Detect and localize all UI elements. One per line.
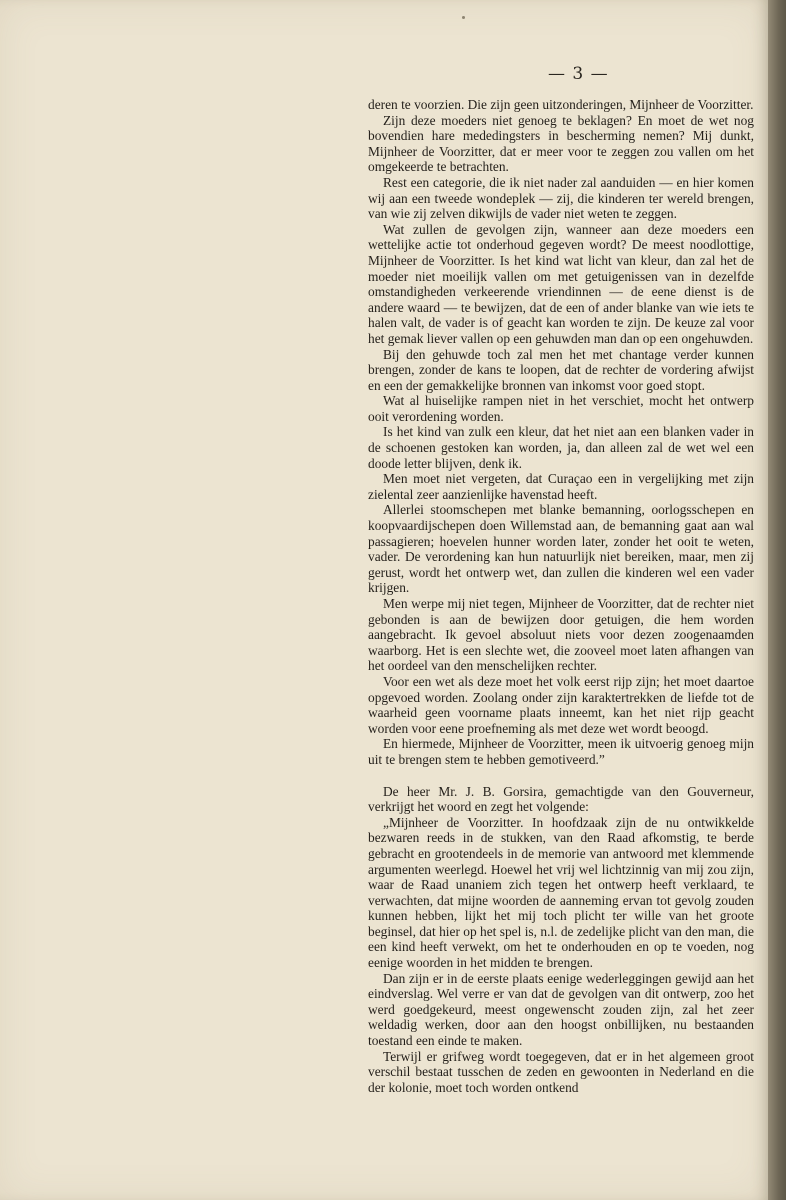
paragraph: Zijn deze moeders niet genoeg te beklagen? En moet de wet nog bovendien hare mededingsters in bescherming nemen? Mij dunkt, Mijnheer de Voorzitter, dat er meer voor te zeggen zou vallen om het omgekeerde te betrachten. (368, 112, 754, 175)
paper-speck (462, 16, 465, 19)
paragraph: En hiermede, Mijnheer de Voorzitter, meen ik uitvoerig genoeg mijn uit te brengen stem te hebben gemotiveerd.” (368, 736, 754, 767)
paragraph: Is het kind van zulk een kleur, dat het niet aan een blanken vader in de schoenen gestoken kan worden, ja, dan alleen zal de wet wel een doode letter blijven, denk ik. (368, 424, 754, 471)
paragraph: „Mijnheer de Voorzitter. In hoofdzaak zijn de nu ontwikkelde bezwaren reeds in de stukken, van den Raad afkomstig, te berde gebracht en grootendeels in de memorie van antwoord met klemmende argumenten weerlegd. Hoewel het vrij wel lichtzinnig van mij zou zijn, waar de Raad unaniem zich tegen het ontwerp heeft verklaard, te verwachten, dat mijne woorden de aanneming ervan tot gevolg zouden kunnen hebben, lijkt het mij toch plicht ter wille van het groote beginsel, dat hier op het spel is, n.l. de zedelijke plicht van den man, die een kind heeft verwekt, om het te onderhouden en op te voeden, nog eenige woorden in het midden te brengen. (368, 814, 754, 971)
paragraph: Men werpe mij niet tegen, Mijnheer de Voorzitter, dat de rechter niet gebonden is aan de bewijzen door getuigen, die hem worden aangebracht. Ik gevoel absoluut niets voor dezen zoogenaamden waarborg. Het is een slechte wet, die zooveel moet laten afhangen van het oordeel van den menschelijken rechter. (368, 596, 754, 674)
paragraph: Men moet niet vergeten, dat Curaçao een in vergelijking met zijn zielental zeer aanzienlijke havenstad heeft. (368, 471, 754, 502)
paragraph: Allerlei stoomschepen met blanke bemanning, oorlogsschepen en koopvaardijschepen doen Willemstad aan, de bemanning gaat aan wal passagieren; hoevelen hunner worden later, zonder het ooit te weten, vader. De verordening kan hun natuurlijk niet bereiken, maar, men zij gerust, wordt het ontwerp wet, dan zullen die kinderen wel een vader krijgen. (368, 502, 754, 596)
paragraph: Wat zullen de gevolgen zijn, wanneer aan deze moeders een wettelijke actie tot onderhoud gegeven wordt? De meest noodlottige, Mijnheer de Voorzitter. Is het kind wat licht van kleur, dan zal het de moeder niet moeilijk vallen om met getuigenissen van in dezelfde omstandigheden verkeerende vriendinnen — de eene dienst is de andere waard — te bewijzen, dat de een of ander blanke van wie iets te halen valt, de vader is of geacht kan worden te zijn. De keuze zal voor het gemak liever vallen op een gehuwden man dan op een ongehuwden. (368, 221, 754, 346)
paragraph: deren te voorzien. Die zijn geen uitzonderingen, Mijnheer de Voorzitter. (368, 97, 754, 112)
paragraph: De heer Mr. J. B. Gorsira, gemachtigde van den Gouverneur, verkrijgt het woord en zegt het volgende: (368, 783, 754, 815)
paragraph: Terwijl er grifweg wordt toegegeven, dat er in het algemeen groot verschil bestaat tusschen de zeden en gewoonten in Nederland en die der kolonie, moet toch worden ontkend (368, 1048, 754, 1095)
page-number: — 3 — (548, 64, 609, 84)
book-edge (768, 0, 786, 1200)
paragraph: Dan zijn er in de eerste plaats eenige wederleggingen gewijd aan het eindverslag. Wel verre er van dat de gevolgen van dit ontwerp, zoo het werd goedgekeurd, meest ongewenscht zouden zijn, zal het zeer weldadig werken, door aan den hoogst onbillijken, nu bestaanden toestand een einde te maken. (368, 970, 754, 1049)
paragraph: Bij den gehuwde toch zal men het met chantage verder kunnen brengen, zonder de kans te loopen, dat de rechter de vordering afwijst en een der gemakkelijke bronnen van inkomst voor goed stopt. (368, 346, 754, 393)
text-column (368, 97, 754, 1095)
paragraph: Voor een wet als deze moet het volk eerst rijp zijn; het moet daartoe opgevoed worden. Zoolang onder zijn karaktertrekken de liefde tot de waarheid geen voorname plaats inneemt, kan het niet rijp geacht worden voor eene proefneming als met deze wet wordt beoogd. (368, 673, 754, 736)
paragraph: Rest een categorie, die ik niet nader zal aanduiden — en hier komen wij aan een tweede wondeplek — zij, die kinderen ter wereld brengen, van wie zij zelven dikwijls de vader niet weten te zeggen. (368, 174, 754, 222)
paragraph: Wat al huiselijke rampen niet in het verschiet, mocht het ontwerp ooit verordening worden. (368, 393, 754, 424)
